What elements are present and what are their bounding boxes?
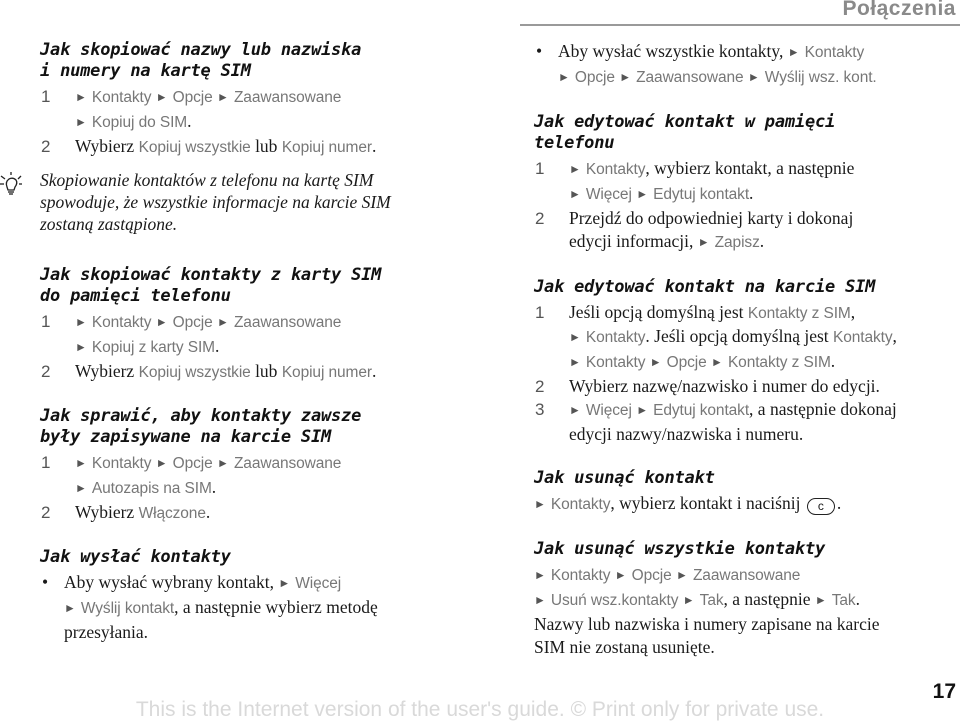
menu-path-item[interactable]: Edytuj kontakt bbox=[653, 186, 750, 203]
menu-path-item[interactable]: Zaawansowane bbox=[692, 567, 801, 584]
menu-path-item[interactable]: Opcje bbox=[172, 314, 213, 331]
menu-path-item[interactable]: Tak bbox=[831, 592, 856, 609]
option-copy-number[interactable]: Kopiuj numer bbox=[281, 139, 372, 156]
step-3: 3 ► Więcej ► Edytuj kontakt, a następnie dokonaj bbox=[535, 399, 897, 419]
menu-path-item[interactable]: Zaawansowane bbox=[233, 89, 342, 106]
left-column: Jak skopiować nazwy lub nazwiska i numery na kartę SIM 1 ► Kontakty ► Opcje ► Zaawansowane ► Kopiuj do SIM. 2 Wybierz Kopiuj wszystkie lub Kopiuj numer. Skopiowanie kontaktów z telefonu na kartę SIM spowoduje, że wszystkie informacje na karcie SIM zostaną zastąpione. Jak skopiować kontakty z karty SIM do pamięci telefonu 1 ► Kontakty ► Opcje ► Zaawansowane ► Kopiuj z karty SIM. 2 Wybierz Kopiuj wszystkie lub Kopiuj numer. Jak sprawić, aby kontakty zawsze były zapisywane na karcie SIM 1 ► Kontakty ► Opcje ► Zaawansowane ► Autozapis na SIM. 2 Wybierz Włączone. Jak wysłać kontakty • Aby wysłać wybrany kontakt, ► Więcej ► Wyślij kontakt, a następnie wybierz metodę przesyłania. bbox=[40, 40, 460, 644]
page-number: 17 bbox=[932, 680, 956, 703]
menu-path-item[interactable]: Opcje bbox=[666, 354, 707, 371]
menu-path-item[interactable]: Kontakty bbox=[91, 314, 152, 331]
menu-path-item[interactable]: Opcje bbox=[172, 89, 213, 106]
menu-path-item[interactable]: Kontakty bbox=[550, 496, 611, 513]
heading-delete-contact: Jak usunąć kontakt bbox=[534, 468, 715, 488]
heading-copy-to-sim: Jak skopiować nazwy lub nazwiska i numery na kartę SIM bbox=[40, 40, 362, 81]
heading-edit-phone-contact: Jak edytować kontakt w pamięci telefonu bbox=[534, 112, 836, 153]
right-column: • Aby wysłać wszystkie kontakty, ► Kontakty ► Opcje ► Zaawansowane ► Wyślij wsz. kont. Jak edytować kontakt w pamięci telefonu 1 ► Kontakty, wybierz kontakt, a następnie ► Więcej ► Edytuj kontakt. 2 Przejdź do odpowiedniej karty i dokonaj edycji informacji, ► Zapisz. Jak edytować kontakt na karcie SIM 1 Jeśli opcją domyślną jest Kontakty z SIM, ► Kontakty. Jeśli opcją domyślną jest Kontakty, ► Kontakty ► Opcje ► Kontakty z SIM. 2 Wybierz nazwę/nazwisko i numer do edycji. 3 ► Więcej ► Edytuj kontakt, a następnie dokonaj edycji nazwy/nazwiska i numeru. Jak usunąć kontakt ► Kontakty, wybierz kontakt i naciśnij c . Jak usunąć wszystkie kontakty ► Kontakty ► Opcje ► Zaawansowane ► Usuń wsz.kontakty ► Tak, a następnie ► Tak. Nazwy lub nazwiska i numery zapisane na karcie SIM nie zostaną usunięte. bbox=[534, 40, 954, 659]
option-enabled[interactable]: Włączone bbox=[138, 505, 206, 522]
menu-path-item[interactable]: Kontakty bbox=[91, 455, 152, 472]
menu-path-item[interactable]: Kontakty z SIM bbox=[727, 354, 831, 371]
section-title: Połączenia bbox=[842, 0, 956, 20]
step-1: 1 ► Kontakty ► Opcje ► Zaawansowane bbox=[41, 453, 342, 472]
footer-notice: This is the Internet version of the user's guide. © Print only for private use. bbox=[135, 698, 825, 721]
option-copy-all[interactable]: Kopiuj wszystkie bbox=[138, 139, 251, 156]
step-2: 2 Przejdź do odpowiedniej karty i dokonaj bbox=[535, 208, 854, 228]
heading-autosave-sim: Jak sprawić, aby kontakty zawsze były zapisywane na karcie SIM bbox=[40, 406, 362, 447]
option-copy-number[interactable]: Kopiuj numer bbox=[281, 364, 372, 381]
step-1: 1 ► Kontakty ► Opcje ► Zaawansowane bbox=[41, 312, 342, 331]
note: Skopiowanie kontaktów z telefonu na kartę SIM spowoduje, że wszystkie informacje na karcie SIM zostaną zastąpione. bbox=[40, 169, 460, 235]
menu-path-item[interactable]: Tak bbox=[699, 592, 724, 609]
menu-path-item[interactable]: Edytuj kontakt bbox=[653, 402, 750, 419]
menu-path-item[interactable]: Autozapis na SIM bbox=[91, 480, 212, 497]
option-copy-all[interactable]: Kopiuj wszystkie bbox=[138, 364, 251, 381]
header-rule bbox=[520, 24, 960, 26]
menu-path-item[interactable]: Wyślij kontakt bbox=[80, 600, 175, 617]
menu-path-item[interactable]: Wyślij wsz. kont. bbox=[764, 69, 877, 86]
option-contacts[interactable]: Kontakty bbox=[833, 329, 893, 346]
menu-path-item[interactable]: Więcej bbox=[295, 575, 342, 592]
step-2: 2 Wybierz nazwę/nazwisko i numer do edycji. bbox=[535, 376, 880, 396]
step-1: 1 Jeśli opcją domyślną jest Kontakty z SIM, bbox=[535, 302, 856, 322]
menu-path-item[interactable]: Kontakty bbox=[585, 329, 646, 346]
menu-path-item[interactable]: Kontakty bbox=[585, 354, 646, 371]
step-1: 1 ► Kontakty, wybierz kontakt, a następnie bbox=[535, 158, 855, 178]
menu-path-item[interactable]: Więcej bbox=[585, 186, 632, 203]
menu-path-item[interactable]: Kontakty bbox=[550, 567, 611, 584]
step-2: 2 Wybierz Kopiuj wszystkie lub Kopiuj numer. bbox=[41, 136, 377, 156]
bullet-send-all: • Aby wysłać wszystkie kontakty, ► Kontakty bbox=[536, 41, 865, 61]
menu-path-item[interactable]: Opcje bbox=[631, 567, 672, 584]
delete-contact-instruction: ► Kontakty, wybierz kontakt i naciśnij c . bbox=[534, 493, 842, 513]
heading-copy-from-sim: Jak skopiować kontakty z karty SIM do pamięci telefonu bbox=[40, 265, 382, 306]
save-option[interactable]: Zapisz bbox=[714, 234, 760, 251]
menu-path-item[interactable]: Usuń wsz.kontakty bbox=[550, 592, 679, 609]
menu-path-item[interactable]: Zaawansowane bbox=[233, 455, 342, 472]
menu-path-item[interactable]: Opcje bbox=[172, 455, 213, 472]
bullet-send-selected: • Aby wysłać wybrany kontakt, ► Więcej bbox=[42, 572, 342, 592]
menu-path-item[interactable]: Kontakty bbox=[804, 44, 865, 61]
menu-path-item[interactable]: Kontakty bbox=[585, 161, 646, 178]
menu-path-item[interactable]: Zaawansowane bbox=[636, 69, 744, 86]
menu-path-item[interactable]: Kopiuj z karty SIM bbox=[91, 339, 215, 356]
menu-path-item[interactable]: Kontakty bbox=[91, 89, 152, 106]
option-sim-contacts[interactable]: Kontakty z SIM bbox=[747, 305, 851, 322]
c-key-icon: c bbox=[807, 498, 835, 515]
menu-path-item[interactable]: Zaawansowane bbox=[233, 314, 342, 331]
menu-path-item[interactable]: Kopiuj do SIM bbox=[91, 114, 188, 131]
heading-delete-all-contacts: Jak usunąć wszystkie kontakty bbox=[534, 539, 826, 559]
step-1: 1 ► Kontakty ► Opcje ► Zaawansowane bbox=[41, 87, 342, 106]
lightbulb-icon bbox=[0, 171, 24, 202]
step-2: 2 Wybierz Kopiuj wszystkie lub Kopiuj numer. bbox=[41, 361, 377, 381]
heading-send-contacts: Jak wysłać kontakty bbox=[40, 547, 231, 567]
heading-edit-sim-contact: Jak edytować kontakt na karcie SIM bbox=[534, 277, 876, 297]
menu-path-item[interactable]: Opcje bbox=[574, 69, 615, 86]
menu-path-item[interactable]: Więcej bbox=[585, 402, 632, 419]
step-2: 2 Wybierz Włączone. bbox=[41, 502, 211, 522]
